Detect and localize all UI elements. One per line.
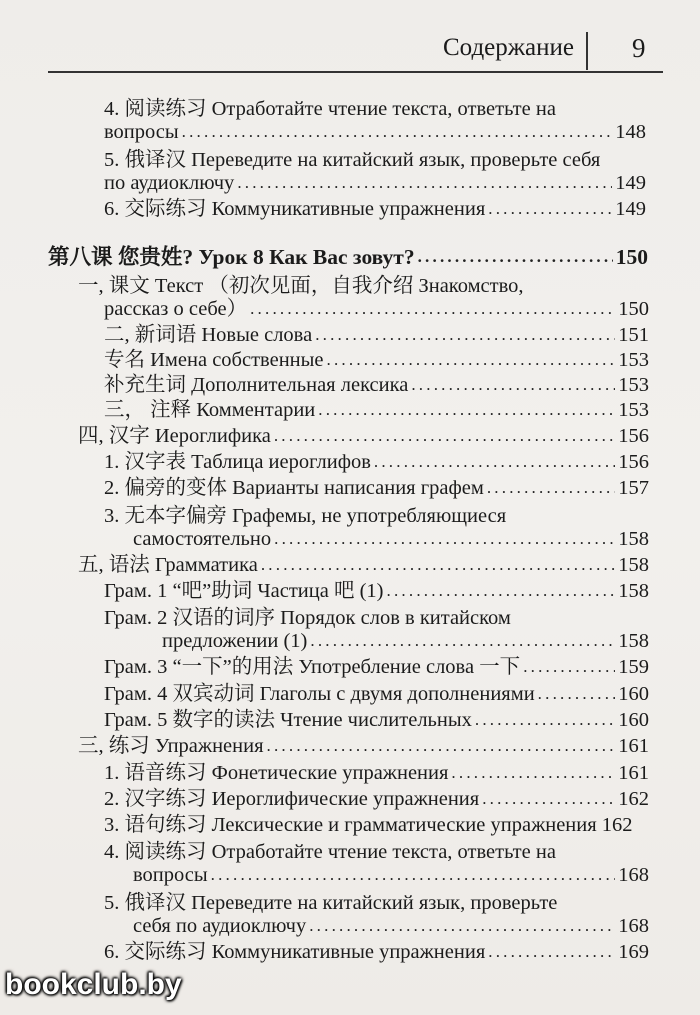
toc-entry[interactable]: вопросы ..... 148 xyxy=(104,118,646,146)
toc-entry: 5. 俄译汉 Переведите на китайский язык, проверьте себя xyxy=(104,149,601,171)
toc-entry[interactable]: 6. 交际练习 Коммуникативные упражнения ..... 149 xyxy=(104,195,646,223)
toc-entry[interactable]: предложении (1) ..... 158 xyxy=(162,627,649,655)
toc-entry[interactable]: 补充生词 Дополнительная лексика ..... 153 xyxy=(104,371,649,399)
toc-lesson-heading[interactable]: 第八课 您贵姓? Урок 8 Как Вас зовут? ..... 150 xyxy=(48,243,648,271)
toc-entry[interactable]: по аудиоключу ..... 149 xyxy=(104,169,646,197)
page-number: 9 xyxy=(632,33,646,63)
toc-entry[interactable]: самостоятельно ..... 158 xyxy=(133,525,649,553)
toc-entry: Грам. 2 汉语的词序 Порядок слов в китайском xyxy=(104,607,511,629)
toc-entry: 4. 阅读练习 Отработайте чтение текста, ответьте на xyxy=(104,841,556,863)
toc-entry[interactable]: Грам. 5 数字的读法 Чтение числительных ..... 160 xyxy=(104,706,649,734)
toc-entry[interactable]: Грам. 4 双宾动词 Глаголы с двумя дополнениями ..... 160 xyxy=(104,680,649,708)
toc-entry[interactable]: 2. 偏旁的变体 Варианты написания графем ..... 157 xyxy=(104,474,649,502)
toc-entry[interactable]: 五, 语法 Грамматика ..... 158 xyxy=(78,551,649,579)
toc-entry[interactable]: вопросы ..... 168 xyxy=(133,861,649,889)
toc-entry[interactable]: 1. 汉字表 Таблица иероглифов ..... 156 xyxy=(104,448,649,476)
running-head: Содержание xyxy=(443,34,574,61)
toc-entry[interactable]: 专名 Имена собственные ..... 153 xyxy=(104,346,649,374)
header-rule xyxy=(48,71,663,73)
toc-entry[interactable]: 3. 语句练习 Лексические и грамматические упражнения 162 xyxy=(104,814,633,836)
toc-entry[interactable]: себя по аудиоключу ..... 168 xyxy=(133,912,649,940)
toc-entry: 3. 无本字偏旁 Графемы, не употребляющиеся xyxy=(104,505,507,527)
site-watermark: bookclub.by xyxy=(5,968,182,1001)
toc-entry[interactable]: 6. 交际练习 Коммуникативные упражнения ..... 169 xyxy=(104,938,649,966)
page-header xyxy=(0,32,700,72)
toc-entry: 5. 俄译汉 Переведите на китайский язык, проверьте xyxy=(104,892,558,914)
toc-entry[interactable]: рассказ о себе） ..... 150 xyxy=(104,295,649,323)
toc-entry[interactable]: Грам. 3 “一下”的用法 Употребление слова 一下 ..... 159 xyxy=(104,653,649,681)
toc-entry[interactable]: 1. 语音练习 Фонетические упражнения ..... 161 xyxy=(104,759,649,787)
toc-entry[interactable]: Грам. 1 “吧”助词 Частица 吧 (1) ..... 158 xyxy=(104,577,649,605)
header-divider xyxy=(586,32,588,70)
toc-entry: 一, 课文 Текст （初次见面，自我介绍 Знакомство, xyxy=(78,275,524,297)
toc-entry[interactable]: 二, 新词语 Новые слова ..... 151 xyxy=(104,321,649,349)
toc-entry[interactable]: 三， 注释 Комментарии ..... 153 xyxy=(104,396,649,424)
toc-entry[interactable]: 四, 汉字 Иероглифика ..... 156 xyxy=(78,422,649,450)
toc-entry[interactable]: 三, 练习 Упражнения ..... 161 xyxy=(78,732,649,760)
toc-entry[interactable]: 2. 汉字练习 Иероглифические упражнения ..... 162 xyxy=(104,785,649,813)
toc-entry: 4. 阅读练习 Отработайте чтение текста, ответьте на xyxy=(104,98,556,120)
